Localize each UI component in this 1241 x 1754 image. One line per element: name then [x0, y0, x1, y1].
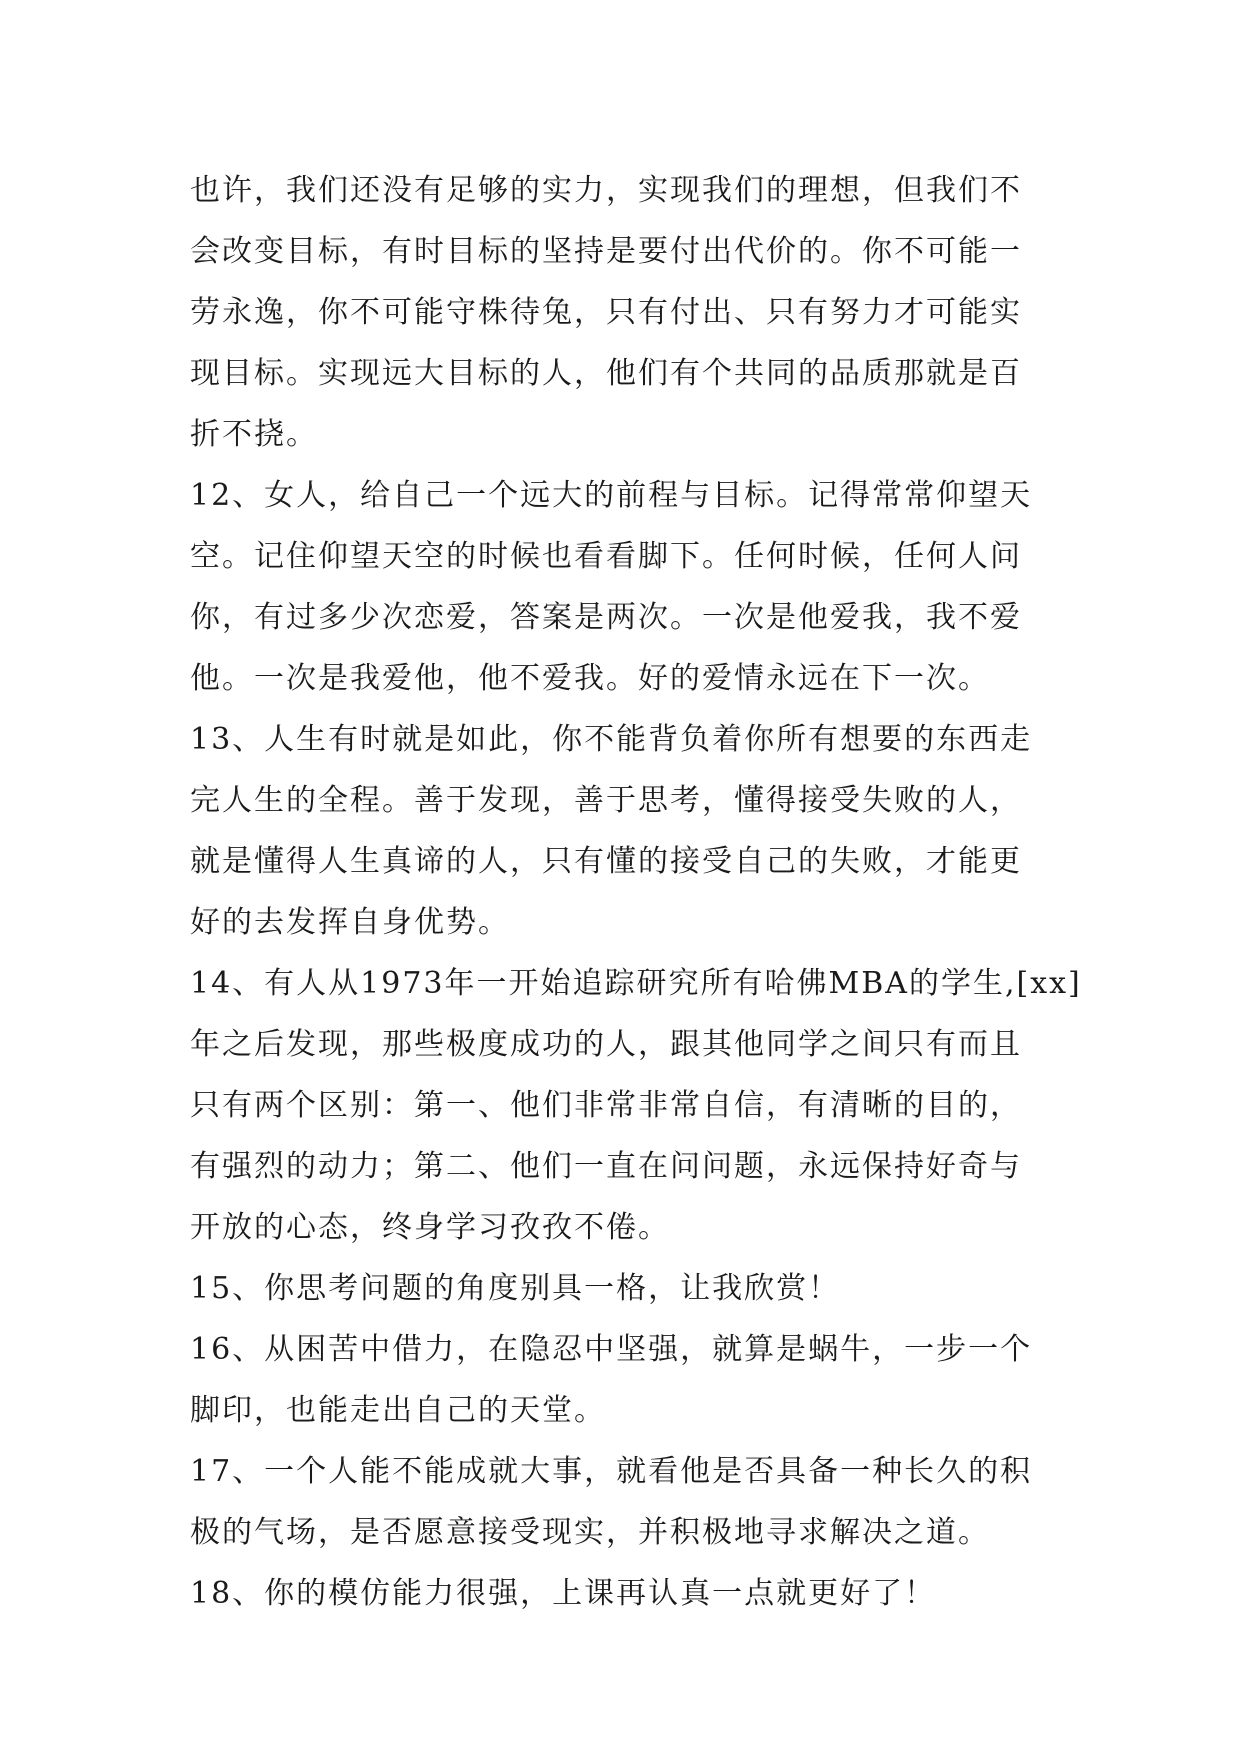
text-line: 完人生的全程。善于发现，善于思考，懂得接受失败的人， — [190, 783, 1022, 818]
text-line: 也许，我们还没有足够的实力，实现我们的理想，但我们不 — [190, 173, 1022, 208]
text-line: 会改变目标，有时目标的坚持是要付出代价的。你不可能一 — [190, 234, 1022, 269]
text-line: 12、女人，给自己一个远大的前程与目标。记得常常仰望天 — [190, 478, 1033, 513]
text-line: 空。记住仰望天空的时候也看看脚下。任何时候，任何人问 — [190, 539, 1022, 574]
text-line: 17、一个人能不能成就大事，就看他是否具备一种长久的积 — [190, 1454, 1033, 1489]
text-line: 脚印，也能走出自己的天堂。 — [190, 1393, 606, 1428]
text-line: 16、从困苦中借力，在隐忍中坚强，就算是蜗牛，一步一个 — [190, 1332, 1033, 1367]
text-line: 只有两个区别：第一、他们非常非常自信，有清晰的目的， — [190, 1088, 1022, 1123]
text-line: 18、你的模仿能力很强，上课再认真一点就更好了！ — [190, 1576, 937, 1611]
text-line: 就是懂得人生真谛的人，只有懂的接受自己的失败，才能更 — [190, 844, 1022, 879]
text-line: 折不挠。 — [190, 417, 318, 452]
text-line: 他。一次是我爱他，他不爱我。好的爱情永远在下一次。 — [190, 661, 990, 696]
document-body — [190, 160, 1082, 1624]
text-line: 劳永逸，你不可能守株待兔，只有付出、只有努力才可能实 — [190, 295, 1022, 330]
text-line: 现目标。实现远大目标的人，他们有个共同的品质那就是百 — [190, 356, 1022, 391]
text-line: 14、有人从1973年一开始追踪研究所有哈佛MBA的学生,[xx] — [190, 966, 1082, 1001]
text-line: 开放的心态，终身学习孜孜不倦。 — [190, 1210, 670, 1245]
text-line: 极的气场，是否愿意接受现实，并积极地寻求解决之道。 — [190, 1515, 990, 1550]
text-line: 你，有过多少次恋爱，答案是两次。一次是他爱我，我不爱 — [190, 600, 1022, 635]
text-line: 13、人生有时就是如此，你不能背负着你所有想要的东西走 — [190, 722, 1033, 757]
text-line: 15、你思考问题的角度别具一格，让我欣赏！ — [190, 1271, 841, 1306]
text-line: 年之后发现，那些极度成功的人，跟其他同学之间只有而且 — [190, 1027, 1022, 1062]
text-line: 有强烈的动力；第二、他们一直在问问题，永远保持好奇与 — [190, 1149, 1022, 1184]
text-line: 好的去发挥自身优势。 — [190, 905, 510, 940]
